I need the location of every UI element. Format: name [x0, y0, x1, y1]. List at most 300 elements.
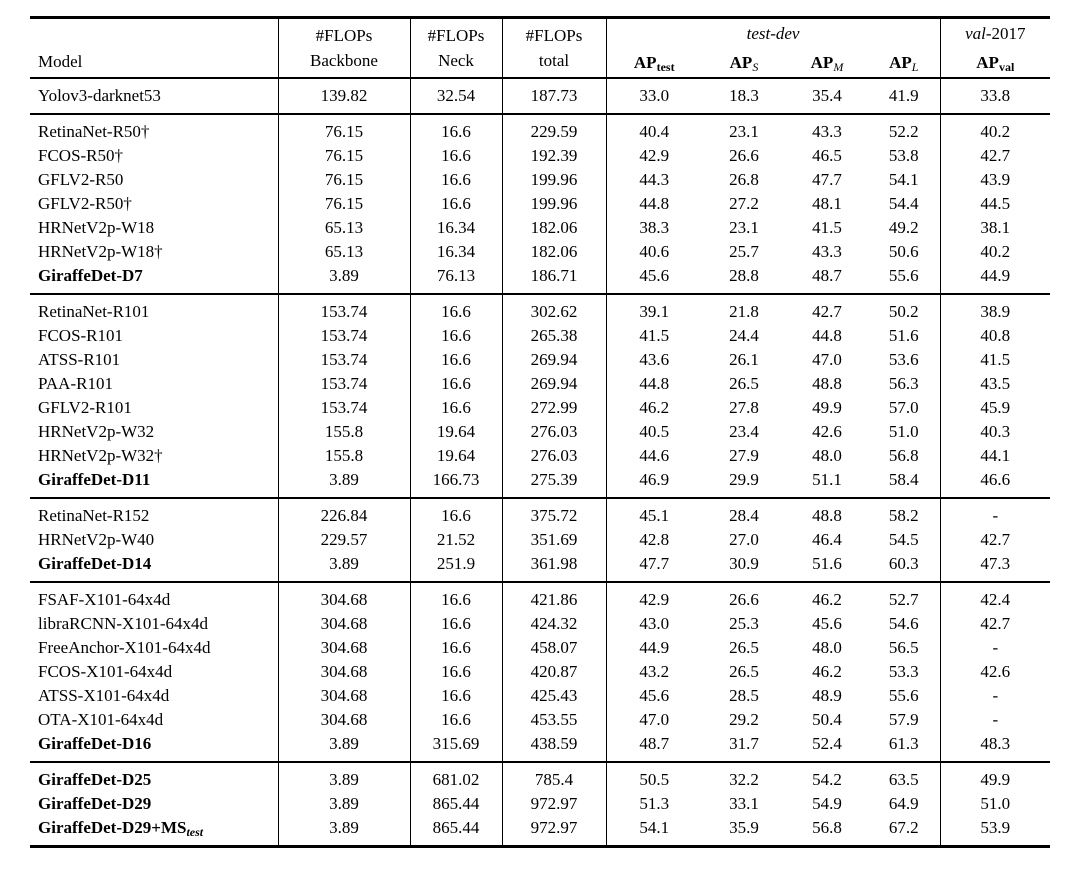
value-cell: 76.15: [278, 192, 410, 216]
value-cell: 40.8: [940, 324, 1050, 348]
ap-subscript: M: [833, 60, 844, 74]
table-row: [30, 114, 1050, 144]
header-row-top: [30, 18, 1050, 49]
value-cell: 3.89: [278, 816, 410, 847]
model-name: GiraffeDet-$D29+MS_{test}$: [38, 818, 204, 839]
value-cell: 45.6: [812, 614, 842, 633]
model-name: PAA-R101: [38, 374, 113, 393]
value-cell: 54.4: [888, 194, 919, 213]
value-cell: 54.5: [888, 530, 919, 549]
value-cell: 51.0: [888, 422, 919, 441]
value-cell: 351.69: [502, 528, 606, 552]
value-cell: 44.8: [606, 192, 702, 216]
table-group-5: [30, 582, 1050, 762]
table-row: [30, 264, 1050, 294]
value-cell: 42.9: [606, 582, 702, 612]
val-2017-rest-part: -2017: [985, 24, 1026, 43]
value-cell: 27.8: [729, 398, 759, 417]
value-cell: 52.4: [812, 734, 842, 753]
value-cell: 48.7: [812, 266, 842, 285]
model-name: HRNetV2p-W18: [38, 218, 155, 237]
table-row: [30, 660, 1050, 684]
value-cell: 40.6: [606, 240, 702, 264]
value-cell: 54.1: [888, 170, 919, 189]
column-header-flops-total: [502, 18, 606, 79]
ap-base: AP: [729, 53, 753, 72]
value-cell: 57.9: [888, 710, 919, 729]
value-cell: 44.9: [940, 264, 1050, 294]
value-cell: 304.68: [278, 612, 410, 636]
value-cell: 64.9: [888, 794, 919, 813]
value-cell: 53.9: [940, 816, 1050, 847]
table-row: [30, 294, 1050, 324]
column-header-ap-large: [868, 48, 940, 78]
model-name: GiraffeDet-D16: [38, 734, 152, 753]
value-cell: 23.1: [729, 218, 759, 237]
value-cell: 43.6: [606, 348, 702, 372]
table-row: [30, 636, 1050, 660]
value-cell: 44.1: [940, 444, 1050, 468]
value-cell: 26.5: [729, 374, 759, 393]
value-cell: 32.2: [729, 770, 759, 789]
value-cell: 16.6: [410, 396, 502, 420]
value-cell: 28.5: [729, 686, 759, 705]
model-name: RetinaNet-R101: [38, 302, 150, 321]
value-cell: 41.5: [606, 324, 702, 348]
value-cell: 16.6: [410, 168, 502, 192]
table-row: [30, 192, 1050, 216]
flops-neck-line1: #FLOPs: [427, 26, 485, 45]
value-cell: 304.68: [278, 684, 410, 708]
value-cell: 46.9: [606, 468, 702, 498]
value-cell: 47.7: [812, 170, 842, 189]
column-header-ap-small: [702, 48, 786, 78]
value-cell: 187.73: [502, 78, 606, 114]
table-row: [30, 324, 1050, 348]
value-cell: 865.44: [410, 816, 502, 847]
ap-base: AP: [889, 53, 912, 72]
model-name: FCOS-R101: [38, 326, 124, 345]
model-name: GiraffeDet-D14: [38, 554, 152, 573]
value-cell: 56.5: [888, 638, 919, 657]
value-cell: 3.89: [278, 792, 410, 816]
value-cell: 32.54: [410, 78, 502, 114]
value-cell: 304.68: [278, 636, 410, 660]
value-cell: 27.9: [729, 446, 759, 465]
value-cell: 40.3: [940, 420, 1050, 444]
table-group-3: [30, 294, 1050, 498]
value-cell: 26.5: [729, 638, 759, 657]
ap-base: AP: [976, 53, 999, 72]
value-cell: 26.5: [729, 662, 759, 681]
value-cell: 269.94: [502, 348, 606, 372]
value-cell: 153.74: [278, 294, 410, 324]
value-cell: 16.6: [410, 144, 502, 168]
value-cell: 229.59: [502, 114, 606, 144]
value-cell: 27.0: [729, 530, 759, 549]
val-2017-italic-part: val: [965, 24, 986, 43]
value-cell: 276.03: [502, 420, 606, 444]
value-cell: 49.2: [888, 218, 919, 237]
value-cell: 54.9: [812, 794, 842, 813]
value-cell: 38.1: [940, 216, 1050, 240]
value-cell: 16.34: [410, 216, 502, 240]
model-name: GiraffeDet-D11: [38, 470, 151, 489]
value-cell: 361.98: [502, 552, 606, 582]
ap-subscript: val: [998, 60, 1015, 74]
value-cell: 42.4: [940, 582, 1050, 612]
value-cell: 51.0: [940, 792, 1050, 816]
value-cell: 16.6: [410, 114, 502, 144]
value-cell: 46.6: [940, 468, 1050, 498]
value-cell: 46.2: [812, 662, 842, 681]
value-cell: 43.3: [812, 122, 842, 141]
value-cell: 43.3: [812, 242, 842, 261]
model-name: Yolov3-darknet53: [38, 86, 161, 105]
value-cell: 251.9: [410, 552, 502, 582]
value-cell: 3.89: [278, 468, 410, 498]
value-cell: 139.82: [278, 78, 410, 114]
value-cell: 16.6: [410, 636, 502, 660]
value-cell: 40.2: [940, 240, 1050, 264]
value-cell: 51.6: [812, 554, 842, 573]
table-row: [30, 816, 1050, 847]
model-name: OTA-X101-64x4d: [38, 710, 164, 729]
table-row: [30, 498, 1050, 528]
value-cell: 26.6: [729, 146, 759, 165]
table-row: [30, 396, 1050, 420]
value-cell: 182.06: [502, 216, 606, 240]
value-cell: 38.9: [940, 294, 1050, 324]
value-cell: 60.3: [888, 554, 919, 573]
value-cell: 25.3: [729, 614, 759, 633]
value-cell: 44.8: [606, 372, 702, 396]
value-cell: 972.97: [502, 792, 606, 816]
value-cell: 42.7: [940, 144, 1050, 168]
value-cell: 16.6: [410, 324, 502, 348]
flops-backbone-line2: Backbone: [310, 51, 378, 70]
value-cell: 182.06: [502, 240, 606, 264]
value-cell: 19.64: [410, 444, 502, 468]
value-cell: 53.8: [888, 146, 919, 165]
value-cell: 16.6: [410, 498, 502, 528]
value-cell: 302.62: [502, 294, 606, 324]
value-cell: -: [940, 498, 1050, 528]
value-cell: 39.1: [606, 294, 702, 324]
value-cell: 18.3: [729, 86, 759, 105]
value-cell: 48.0: [812, 638, 842, 657]
value-cell: 186.71: [502, 264, 606, 294]
value-cell: 16.6: [410, 582, 502, 612]
column-header-ap-test: [606, 48, 702, 78]
value-cell: -: [940, 684, 1050, 708]
value-cell: 3.89: [278, 264, 410, 294]
model-name: HRNetV2p-W18†: [38, 242, 163, 261]
model-name: HRNetV2p-W32†: [38, 446, 163, 465]
table-row: [30, 348, 1050, 372]
model-name: RetinaNet-R152: [38, 506, 150, 525]
value-cell: 55.6: [888, 686, 919, 705]
value-cell: 16.6: [410, 660, 502, 684]
table-group-1: [30, 78, 1050, 114]
value-cell: 29.9: [729, 470, 759, 489]
value-cell: 272.99: [502, 396, 606, 420]
value-cell: 42.6: [940, 660, 1050, 684]
value-cell: 58.2: [888, 506, 919, 525]
value-cell: 55.6: [888, 266, 919, 285]
value-cell: 45.6: [606, 264, 702, 294]
value-cell: 48.8: [812, 506, 842, 525]
value-cell: 41.9: [888, 86, 919, 105]
value-cell: 29.2: [729, 710, 759, 729]
value-cell: 46.5: [812, 146, 842, 165]
value-cell: 45.6: [606, 684, 702, 708]
value-cell: 47.0: [606, 708, 702, 732]
value-cell: 315.69: [410, 732, 502, 762]
value-cell: 42.7: [940, 612, 1050, 636]
model-name: RetinaNet-R50†: [38, 122, 150, 141]
value-cell: 23.1: [729, 122, 759, 141]
table-row: [30, 168, 1050, 192]
value-cell: 42.9: [606, 144, 702, 168]
value-cell: 304.68: [278, 582, 410, 612]
flops-neck-line2: Neck: [438, 51, 474, 70]
model-name: GFLV2-R50: [38, 170, 124, 189]
ap-base: AP: [633, 53, 657, 72]
value-cell: 26.6: [729, 590, 759, 609]
value-cell: 52.7: [888, 590, 919, 609]
value-cell: 16.6: [410, 348, 502, 372]
value-cell: 65.13: [278, 240, 410, 264]
value-cell: 46.2: [812, 590, 842, 609]
value-cell: 56.8: [812, 818, 842, 837]
value-cell: 192.39: [502, 144, 606, 168]
value-cell: 51.6: [888, 326, 919, 345]
model-name: FCOS-X101-64x4d: [38, 662, 173, 681]
value-cell: 42.7: [812, 302, 842, 321]
table-row: [30, 444, 1050, 468]
value-cell: 48.0: [812, 446, 842, 465]
value-cell: 153.74: [278, 324, 410, 348]
value-cell: 972.97: [502, 816, 606, 847]
value-cell: 44.9: [606, 636, 702, 660]
value-cell: 21.52: [410, 528, 502, 552]
value-cell: 24.4: [729, 326, 759, 345]
value-cell: 21.8: [729, 302, 759, 321]
table-header: [30, 18, 1050, 79]
value-cell: 49.9: [940, 762, 1050, 792]
value-cell: 458.07: [502, 636, 606, 660]
model-name: ATSS-R101: [38, 350, 121, 369]
model-name: HRNetV2p-W40: [38, 530, 155, 549]
value-cell: 76.15: [278, 168, 410, 192]
value-cell: 43.2: [606, 660, 702, 684]
model-name: GiraffeDet-D29: [38, 794, 152, 813]
value-cell: 28.8: [729, 266, 759, 285]
value-cell: 199.96: [502, 168, 606, 192]
value-cell: 166.73: [410, 468, 502, 498]
value-cell: 31.7: [729, 734, 759, 753]
value-cell: 50.4: [812, 710, 842, 729]
value-cell: 44.5: [940, 192, 1050, 216]
value-cell: 47.0: [812, 350, 842, 369]
value-cell: 43.5: [940, 372, 1050, 396]
value-cell: 42.7: [940, 528, 1050, 552]
value-cell: 153.74: [278, 348, 410, 372]
column-group-test-dev: test-dev: [606, 18, 940, 49]
value-cell: 47.3: [940, 552, 1050, 582]
table-row: [30, 792, 1050, 816]
value-cell: 785.4: [502, 762, 606, 792]
value-cell: 56.3: [888, 374, 919, 393]
value-cell: 54.1: [606, 816, 702, 847]
value-cell: 38.3: [606, 216, 702, 240]
value-cell: 153.74: [278, 396, 410, 420]
value-cell: 53.6: [888, 350, 919, 369]
value-cell: 44.8: [812, 326, 842, 345]
table-row: [30, 144, 1050, 168]
table-row: [30, 552, 1050, 582]
value-cell: 76.13: [410, 264, 502, 294]
value-cell: 43.9: [940, 168, 1050, 192]
value-cell: 46.4: [812, 530, 842, 549]
ap-subscript: S: [752, 60, 759, 74]
value-cell: 42.6: [812, 422, 842, 441]
value-cell: 265.38: [502, 324, 606, 348]
value-cell: 199.96: [502, 192, 606, 216]
value-cell: 865.44: [410, 792, 502, 816]
value-cell: 67.2: [888, 818, 919, 837]
value-cell: 421.86: [502, 582, 606, 612]
value-cell: 48.7: [606, 732, 702, 762]
table-row: [30, 762, 1050, 792]
value-cell: 54.2: [812, 770, 842, 789]
value-cell: 56.8: [888, 446, 919, 465]
table-row: [30, 732, 1050, 762]
value-cell: 26.8: [729, 170, 759, 189]
table-group-4: [30, 498, 1050, 582]
table-row: [30, 420, 1050, 444]
value-cell: 63.5: [888, 770, 919, 789]
value-cell: 26.1: [729, 350, 759, 369]
value-cell: 27.2: [729, 194, 759, 213]
value-cell: 33.0: [606, 78, 702, 114]
model-name: FreeAnchor-X101-64x4d: [38, 638, 211, 657]
value-cell: 49.9: [812, 398, 842, 417]
value-cell: 28.4: [729, 506, 759, 525]
table-row: [30, 582, 1050, 612]
column-header-flops-neck: [410, 18, 502, 79]
value-cell: 48.9: [812, 686, 842, 705]
value-cell: 19.64: [410, 420, 502, 444]
value-cell: 16.6: [410, 372, 502, 396]
value-cell: 35.9: [729, 818, 759, 837]
value-cell: 40.4: [606, 114, 702, 144]
column-header-ap-medium: [786, 48, 868, 78]
value-cell: 304.68: [278, 660, 410, 684]
ap-subscript: L: [911, 60, 919, 74]
value-cell: 57.0: [888, 398, 919, 417]
table-group-2: [30, 114, 1050, 294]
value-cell: 48.1: [812, 194, 842, 213]
flops-total-line1: #FLOPs: [525, 26, 583, 45]
value-cell: 3.89: [278, 762, 410, 792]
value-cell: 155.8: [278, 420, 410, 444]
value-cell: 40.5: [606, 420, 702, 444]
column-group-val-2017: [940, 18, 1050, 49]
table-row: [30, 708, 1050, 732]
value-cell: 226.84: [278, 498, 410, 528]
value-cell: 25.7: [729, 242, 759, 261]
value-cell: 35.4: [812, 86, 842, 105]
value-cell: 375.72: [502, 498, 606, 528]
table-row: [30, 240, 1050, 264]
value-cell: 42.8: [606, 528, 702, 552]
value-cell: 50.6: [888, 242, 919, 261]
value-cell: 155.8: [278, 444, 410, 468]
value-cell: 16.6: [410, 708, 502, 732]
table-row: [30, 612, 1050, 636]
value-cell: 153.74: [278, 372, 410, 396]
value-cell: 50.5: [606, 762, 702, 792]
value-cell: 3.89: [278, 552, 410, 582]
value-cell: 16.34: [410, 240, 502, 264]
table-row: [30, 468, 1050, 498]
results-table: [30, 16, 1050, 848]
model-name: FCOS-R50†: [38, 146, 124, 165]
model-name: GiraffeDet-D25: [38, 770, 152, 789]
flops-backbone-line1: #FLOPs: [315, 26, 373, 45]
value-cell: 33.1: [729, 794, 759, 813]
value-cell: 45.1: [606, 498, 702, 528]
flops-total-line2: total: [538, 51, 570, 70]
model-name: libraRCNN-X101-64x4d: [38, 614, 208, 633]
model-name: GiraffeDet-D7: [38, 266, 143, 285]
value-cell: 76.15: [278, 144, 410, 168]
value-cell: 16.6: [410, 684, 502, 708]
value-cell: -: [940, 708, 1050, 732]
value-cell: 65.13: [278, 216, 410, 240]
value-cell: 47.7: [606, 552, 702, 582]
value-cell: 43.0: [606, 612, 702, 636]
column-header-flops-backbone: [278, 18, 410, 79]
value-cell: 53.3: [888, 662, 919, 681]
column-header-ap-val: [940, 48, 1050, 78]
value-cell: 52.2: [888, 122, 919, 141]
value-cell: 269.94: [502, 372, 606, 396]
value-cell: 30.9: [729, 554, 759, 573]
value-cell: 23.4: [729, 422, 759, 441]
model-name: FSAF-X101-64x4d: [38, 590, 171, 609]
table-group-6: [30, 762, 1050, 847]
value-cell: 51.3: [606, 792, 702, 816]
value-cell: -: [940, 636, 1050, 660]
value-cell: 51.1: [812, 470, 842, 489]
value-cell: 420.87: [502, 660, 606, 684]
model-name: GFLV2-R101: [38, 398, 132, 417]
value-cell: 41.5: [812, 218, 842, 237]
value-cell: 41.5: [940, 348, 1050, 372]
value-cell: 438.59: [502, 732, 606, 762]
value-cell: 425.43: [502, 684, 606, 708]
value-cell: 16.6: [410, 294, 502, 324]
value-cell: 304.68: [278, 708, 410, 732]
value-cell: 45.9: [940, 396, 1050, 420]
value-cell: 61.3: [888, 734, 919, 753]
value-cell: 76.15: [278, 114, 410, 144]
table-row: [30, 684, 1050, 708]
value-cell: 58.4: [888, 470, 919, 489]
